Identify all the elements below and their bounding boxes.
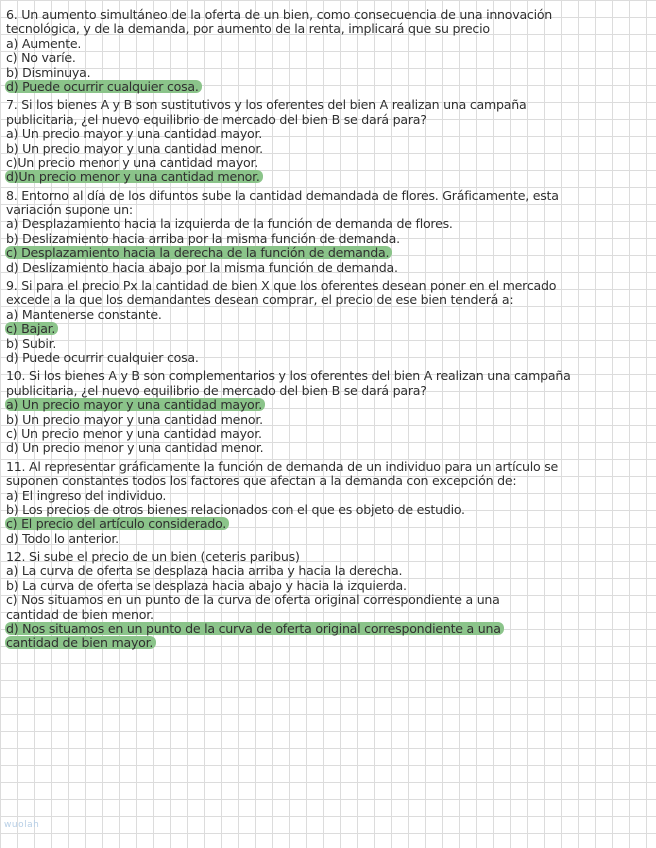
answer-option: [6, 622, 650, 636]
question-11: [6, 460, 650, 546]
question-stem: tecnológica, y de la demanda, por aumento de la renta, implicará que su precio: [6, 21, 490, 37]
answer-text: d) Deslizamiento hacia abajo por la misma función de demanda.: [6, 259, 398, 275]
answer-text: c)Un precio menor y una cantidad mayor.: [6, 154, 259, 170]
answer-option: [6, 261, 650, 275]
question-stem: 10. Si los bienes A y B son complementarios y los oferentes del bien A realizan una campaña: [6, 368, 571, 384]
answer-text: b) Un precio mayor y una cantidad menor.: [6, 411, 263, 427]
answer-text: a) Un precio mayor y una cantidad mayor.: [6, 126, 263, 142]
question-stem: 11. Al representar gráficamente la función de demanda de un individuo para un artículo se: [6, 458, 559, 474]
question-stem: publicitaria, ¿el nuevo equilibrio de mercado del bien B se dará para?: [6, 111, 427, 127]
answer-text: c) No varíe.: [6, 50, 76, 66]
notes-page: [6, 8, 650, 655]
answer-option: [6, 170, 650, 184]
answer-option: [6, 503, 650, 517]
answer-text: d) Puede ocurrir cualquier cosa.: [6, 349, 199, 365]
answer-option: [6, 564, 650, 578]
question-9: [6, 279, 650, 365]
answer-option: [6, 232, 650, 246]
answer-option: [6, 322, 650, 336]
question-stem: suponen constantes todos los factores que afectan a la demanda con excepción de:: [6, 473, 517, 489]
highlighted-answer: c) Bajar.: [5, 322, 58, 335]
answer-option: [6, 427, 650, 441]
answer-text: b) Subir.: [6, 335, 57, 351]
highlighted-answer: c) El precio del artículo considerado.: [5, 517, 229, 530]
question-stem: 7. Si los bienes A y B son sustitutivos y los oferentes del bien A realizan una campaña: [6, 97, 527, 113]
answer-option: [6, 579, 650, 593]
highlighted-answer: d)Un precio menor y una cantidad menor.: [5, 170, 263, 183]
question-7: [6, 98, 650, 184]
answer-text: b) Un precio mayor y una cantidad menor.: [6, 140, 263, 156]
answer-text: d) Un precio menor y una cantidad menor.: [6, 440, 264, 456]
question-12: [6, 550, 650, 651]
answer-option: [6, 37, 650, 51]
answer-option: [6, 308, 650, 322]
answer-option: [6, 51, 650, 65]
answer-text: b) Disminuya.: [6, 64, 91, 80]
answer-option: [6, 66, 650, 80]
highlighted-answer: a) Un precio mayor y una cantidad mayor.: [5, 398, 265, 411]
answer-option: [6, 517, 650, 531]
answer-option: [6, 593, 650, 607]
answer-option: [6, 532, 650, 546]
question-8: [6, 189, 650, 275]
answer-option: [6, 351, 650, 365]
question-stem: variación supone un:: [6, 202, 133, 218]
highlighted-answer: cantidad de bien mayor.: [5, 636, 156, 649]
answer-option: [6, 156, 650, 170]
question-stem: 12. Si sube el precio de un bien (ceteris paribus): [6, 549, 300, 565]
answer-text: a) Desplazamiento hacia la izquierda de la función de demanda de flores.: [6, 216, 453, 232]
question-stem: excede a la que los demandantes desean comprar, el precio de ese bien tenderá a:: [6, 292, 514, 308]
answer-option: [6, 608, 650, 622]
answer-text: a) Mantenerse constante.: [6, 306, 162, 322]
question-stem: 6. Un aumento simultáneo de la oferta de un bien, como consecuencia de una innovación: [6, 7, 553, 22]
answer-option: [6, 337, 650, 351]
answer-option: [6, 441, 650, 455]
watermark-icon: wuolah: [4, 820, 40, 830]
highlighted-answer: d) Puede ocurrir cualquier cosa.: [5, 80, 202, 93]
answer-text: a) Aumente.: [6, 35, 82, 51]
answer-text: b) La curva de oferta se desplaza hacia abajo y hacia la izquierda.: [6, 577, 407, 593]
answer-text: d) Todo lo anterior.: [6, 530, 119, 546]
answer-option: [6, 413, 650, 427]
answer-text: a) La curva de oferta se desplaza hacia arriba y hacia la derecha.: [6, 563, 403, 579]
answer-text: c) Un precio menor y una cantidad mayor.: [6, 425, 262, 441]
answer-text: b) Los precios de otros bienes relacionados con el que es objeto de estudio.: [6, 501, 465, 517]
highlighted-answer: d) Nos situamos en un punto de la curva de oferta original correspondiente a una: [5, 622, 504, 635]
answer-text: a) El ingreso del individuo.: [6, 487, 167, 503]
answer-option: [6, 246, 650, 260]
answer-text: cantidad de bien menor.: [6, 606, 154, 622]
answer-text: c) Nos situamos en un punto de la curva de oferta original correspondiente a una: [6, 592, 500, 608]
answer-option: [6, 127, 650, 141]
question-stem: 9. Si para el precio Px la cantidad de bien X que los oferentes desean poner en el mercado: [6, 278, 557, 294]
question-6: [6, 8, 650, 94]
question-10: [6, 369, 650, 455]
answer-option: [6, 398, 650, 412]
answer-option: [6, 80, 650, 94]
highlighted-answer: c) Desplazamiento hacia la derecha de la función de demanda.: [5, 246, 392, 259]
question-stem: publicitaria, ¿el nuevo equilibrio de mercado del bien B se dará para?: [6, 382, 427, 398]
answer-option: [6, 636, 650, 650]
question-stem: 8. Entorno al día de los difuntos sube la cantidad demandada de flores. Gráficamente, esta: [6, 187, 559, 203]
answer-text: b) Deslizamiento hacia arriba por la misma función de demanda.: [6, 230, 400, 246]
answer-option: [6, 217, 650, 231]
answer-option: [6, 142, 650, 156]
answer-option: [6, 489, 650, 503]
